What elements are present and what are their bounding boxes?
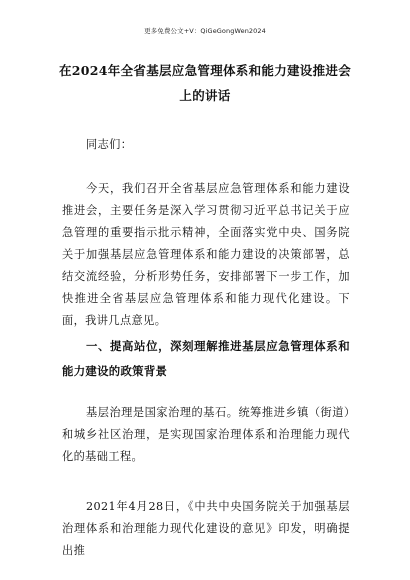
salutation: 同志们： [86,138,133,151]
document-title: 在2024年全省基层应急管理体系和能力建设推进会上的讲话 [59,63,351,103]
section-heading-1: 一、提高站位，深刻理解推进基层应急管理体系和能力建设的政策背景 [62,339,350,378]
header-note: 更多免费公文+V：QiGeGongWen2024 [144,27,266,35]
paragraph-governance: 基层治理是国家治理的基石。统筹推进乡镇（街道）和城乡社区治理，是实现国家治理体系和治理能力现代化的基础工程。 [62,406,350,463]
paragraph-policy: 2021年4月28日，《中共中央国务院关于加强基层治理体系和治理能力现代化建设的意见》印发，明确提出推 [62,500,350,557]
paragraph-intro: 今天，我们召开全省基层应急管理体系和能力建设推进会，主要任务是深入学习贯彻习近平总书记关于应急管理的重要指示批示精神，全面落实党中央、国务院关于加强基层应急管理体系和能力建设的决策部署，总结交流经验，分析形势任务，安排部署下一步工作，加快推进全省基层应急管理体系和能力现代化建设。下面，我讲几点意见。 [62,182,350,327]
